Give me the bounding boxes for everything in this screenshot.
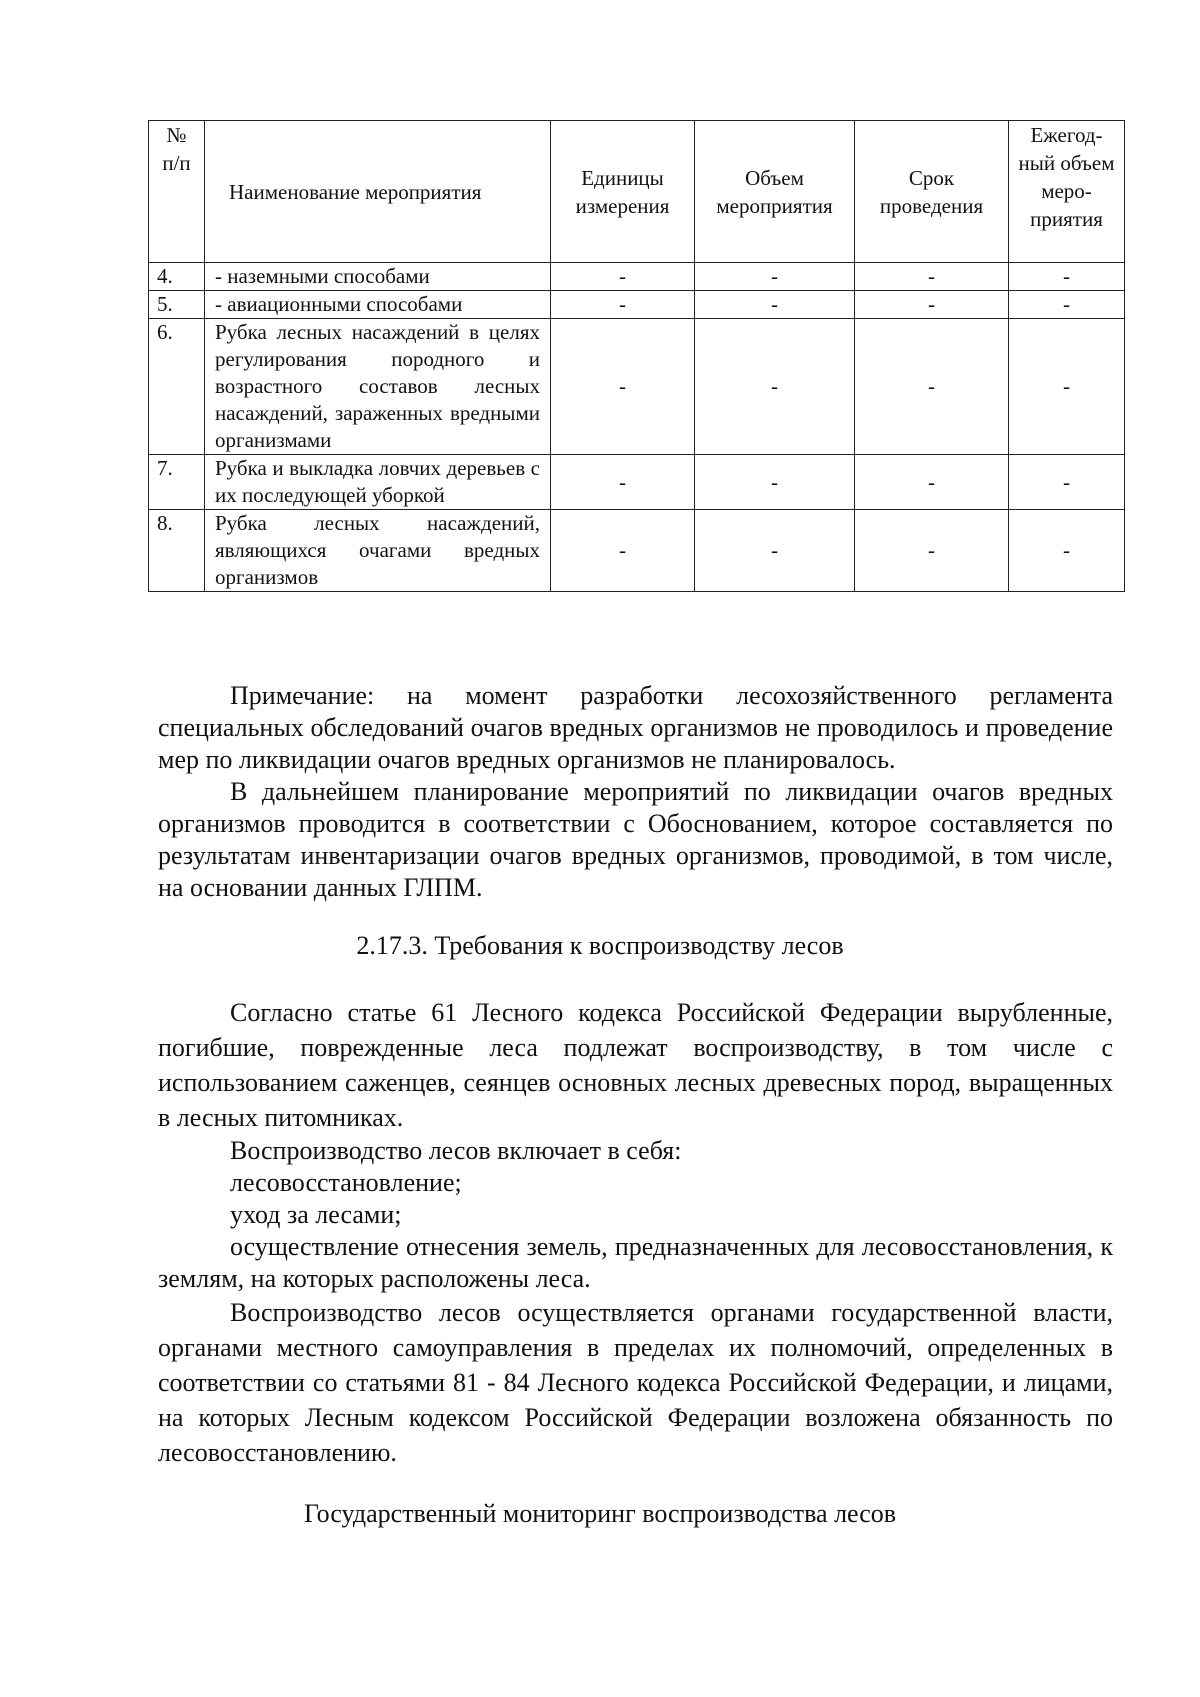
row-volume: - xyxy=(695,510,855,592)
row-annual: - xyxy=(1009,291,1125,319)
header-term: Срок проведения xyxy=(855,121,1009,263)
row-units: - xyxy=(551,510,695,592)
row-name: - наземными способами xyxy=(205,263,551,291)
body-paragraph-5: осуществление отнесения земель, предназначенных для лесовосстановления, к землям, на которых расположены леса. xyxy=(158,1232,1113,1293)
note-paragraph-2: В дальнейшем планирование мероприятий по ликвидации очагов вредных организмов проводится в соответствии с Обоснованием, которое составляется по результатам инвентаризации очагов вредных организмов, проводимой, в том числе, на основании данных ГЛПМ. xyxy=(158,777,1113,902)
row-annual: - xyxy=(1009,510,1125,592)
row-name: Рубка лесных насаждений, являющихся очагами вредных организмов xyxy=(205,510,551,592)
row-term: - xyxy=(855,455,1009,510)
table-row xyxy=(149,510,1125,592)
table-row xyxy=(149,319,1125,455)
row-units: - xyxy=(551,291,695,319)
row-name: - авиационными способами xyxy=(205,291,551,319)
note-paragraph-1: Примечание: на момент разработки лесохозяйственного регламента специальных обследований очагов вредных организмов не проводилось и проведение мер по ликвидации очагов вредных организмов не планировалось. xyxy=(158,681,1113,774)
header-name: Наименование мероприятия xyxy=(205,121,551,263)
row-term: - xyxy=(855,510,1009,592)
subheading: Государственный мониторинг воспроизводства лесов xyxy=(303,1499,897,1528)
row-num: 5. xyxy=(149,291,205,319)
body-paragraph-1: Согласно статье 61 Лесного кодекса Российской Федерации вырубленные, погибшие, поврежденные леса подлежат воспроизводству, в том числе с использованием саженцев, сеянцев основных лесных древесных пород, выращенных в лесных питомниках. xyxy=(158,998,1113,1132)
row-volume: - xyxy=(695,291,855,319)
header-volume: Объем мероприятия xyxy=(695,121,855,263)
row-annual: - xyxy=(1009,263,1125,291)
header-num: № п/п xyxy=(149,121,205,263)
table-row xyxy=(149,455,1125,510)
note-block xyxy=(158,680,1113,904)
row-term: - xyxy=(855,291,1009,319)
header-units: Единицы измерения xyxy=(551,121,695,263)
row-num: 7. xyxy=(149,455,205,510)
row-num: 8. xyxy=(149,510,205,592)
section-title: 2.17.3. Требования к воспроизводству лесов xyxy=(356,931,844,960)
row-num: 4. xyxy=(149,263,205,291)
row-volume: - xyxy=(695,455,855,510)
body-paragraph-3: лесовосстановление; xyxy=(230,1168,462,1197)
row-term: - xyxy=(855,263,1009,291)
table-row xyxy=(149,291,1125,319)
row-units: - xyxy=(551,319,695,455)
measures-table xyxy=(148,120,1125,592)
table-row xyxy=(149,263,1125,291)
row-units: - xyxy=(551,455,695,510)
body-block xyxy=(158,995,1113,1470)
body-paragraph-2: Воспроизводство лесов включает в себя: xyxy=(230,1136,682,1165)
row-num: 6. xyxy=(149,319,205,455)
row-units: - xyxy=(551,263,695,291)
table-header-row xyxy=(149,121,1125,263)
header-annual: Ежегод-ный объем меро-приятия xyxy=(1009,121,1125,263)
row-annual: - xyxy=(1009,455,1125,510)
row-term: - xyxy=(855,319,1009,455)
body-paragraph-4: уход за лесами; xyxy=(230,1200,402,1229)
row-volume: - xyxy=(695,263,855,291)
body-paragraph-6: Воспроизводство лесов осуществляется органами государственной власти, органами местного самоуправления в пределах их полномочий, определенных в соответствии со статьями 81 - 84 Лесного кодекса Российской Федерации, и лицами, на которых Лесным кодексом Российской Федерации возложена обязанность по лесовосстановлению. xyxy=(158,1298,1113,1467)
row-name: Рубка и выкладка ловчих деревьев с их последующей уборкой xyxy=(205,455,551,510)
row-name: Рубка лесных насаждений в целях регулирования породного и возрастного составов лесных насаждений, зараженных вредными организмами xyxy=(205,319,551,455)
row-volume: - xyxy=(695,319,855,455)
row-annual: - xyxy=(1009,319,1125,455)
